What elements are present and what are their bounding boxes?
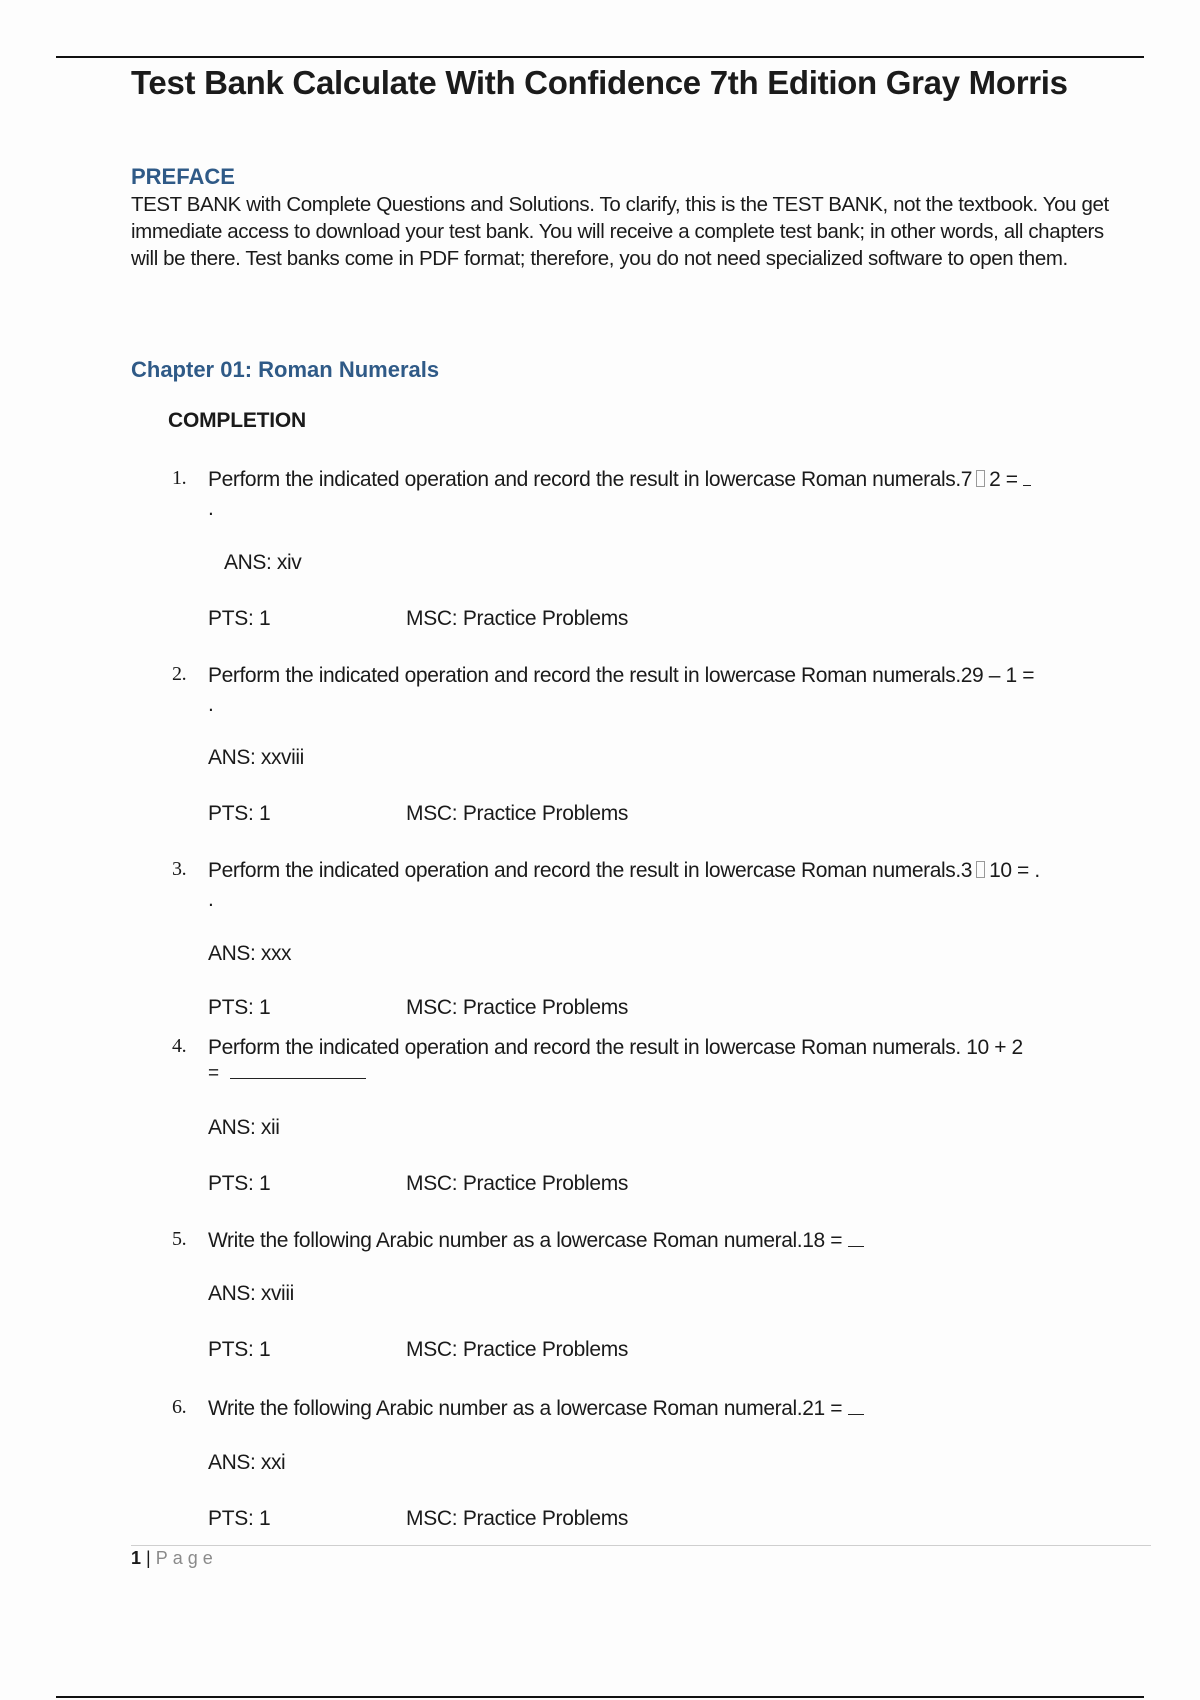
missing-glyph-icon [976, 861, 985, 878]
points: PTS: 1 [208, 607, 271, 630]
question-stem: Write the following Arabic number as a lowercase Roman numeral.21 = [208, 1396, 1048, 1421]
answer: ANS: xviii [208, 1282, 294, 1305]
preface-text: TEST BANK with Complete Questions and Solutions. To clarify, this is the TEST BANK, not the textbook. You get immediate access to download your test bank. You will receive a complete test bank; in other words, all chapters will be there. Test banks come in PDF format; therefore, you do not need specialized software to open them. [131, 193, 1109, 270]
missing-glyph-icon [976, 470, 985, 487]
question-number: 6. [172, 1396, 187, 1418]
question-trail: . [208, 693, 214, 716]
answer: ANS: xii [208, 1116, 280, 1139]
question-number: 3. [172, 858, 187, 880]
question-equals: = [208, 1060, 366, 1085]
question-number: 4. [172, 1035, 187, 1057]
question-stem: Perform the indicated operation and record the result in lowercase Roman numerals.3 10 = . [208, 859, 1040, 882]
msc-category: MSC: Practice Problems [406, 1507, 629, 1530]
question-stem: Perform the indicated operation and record the result in lowercase Roman numerals.7 2 = [208, 467, 1048, 492]
page-label: Page [155, 1548, 218, 1568]
page-footer [131, 1548, 218, 1569]
answer-blank [1023, 467, 1031, 486]
question-stem: Perform the indicated operation and record the result in lowercase Roman numerals. 10 + 2 [208, 1036, 1023, 1059]
msc-category: MSC: Practice Problems [406, 607, 629, 630]
chapter-heading: Chapter 01: Roman Numerals [131, 357, 440, 382]
answer-blank [848, 1228, 864, 1247]
footer-separator: | [141, 1548, 156, 1568]
points: PTS: 1 [208, 996, 271, 1019]
preface-heading: PREFACE [131, 164, 235, 189]
answer-blank [230, 1060, 366, 1079]
msc-category: MSC: Practice Problems [406, 802, 629, 825]
page-number: 1 [131, 1548, 142, 1568]
bottom-rule [56, 1696, 1144, 1698]
answer: ANS: xxx [208, 942, 292, 965]
question-stem: Write the following Arabic number as a lowercase Roman numeral.18 = [208, 1228, 1048, 1253]
answer-blank [848, 1396, 864, 1415]
question-stem: Perform the indicated operation and record the result in lowercase Roman numerals.29 – 1 = [208, 664, 1035, 687]
answer: ANS: xxi [208, 1451, 286, 1474]
question-trail: . [208, 497, 214, 520]
answer: ANS: xxviii [208, 746, 304, 769]
top-rule [56, 56, 1144, 58]
footer-rule [131, 1545, 1151, 1546]
answer: ANS: xiv [224, 551, 302, 574]
section-heading: COMPLETION [168, 409, 306, 432]
msc-category: MSC: Practice Problems [406, 1338, 629, 1361]
question-number: 1. [172, 467, 187, 489]
points: PTS: 1 [208, 1338, 271, 1361]
points: PTS: 1 [208, 1172, 271, 1195]
document-title: Test Bank Calculate With Confidence 7th Edition Gray Morris [131, 64, 1068, 101]
msc-category: MSC: Practice Problems [406, 1172, 629, 1195]
points: PTS: 1 [208, 802, 271, 825]
msc-category: MSC: Practice Problems [406, 996, 629, 1019]
question-number: 2. [172, 663, 187, 685]
question-trail: . [208, 888, 214, 911]
question-number: 5. [172, 1228, 187, 1250]
points: PTS: 1 [208, 1507, 271, 1530]
